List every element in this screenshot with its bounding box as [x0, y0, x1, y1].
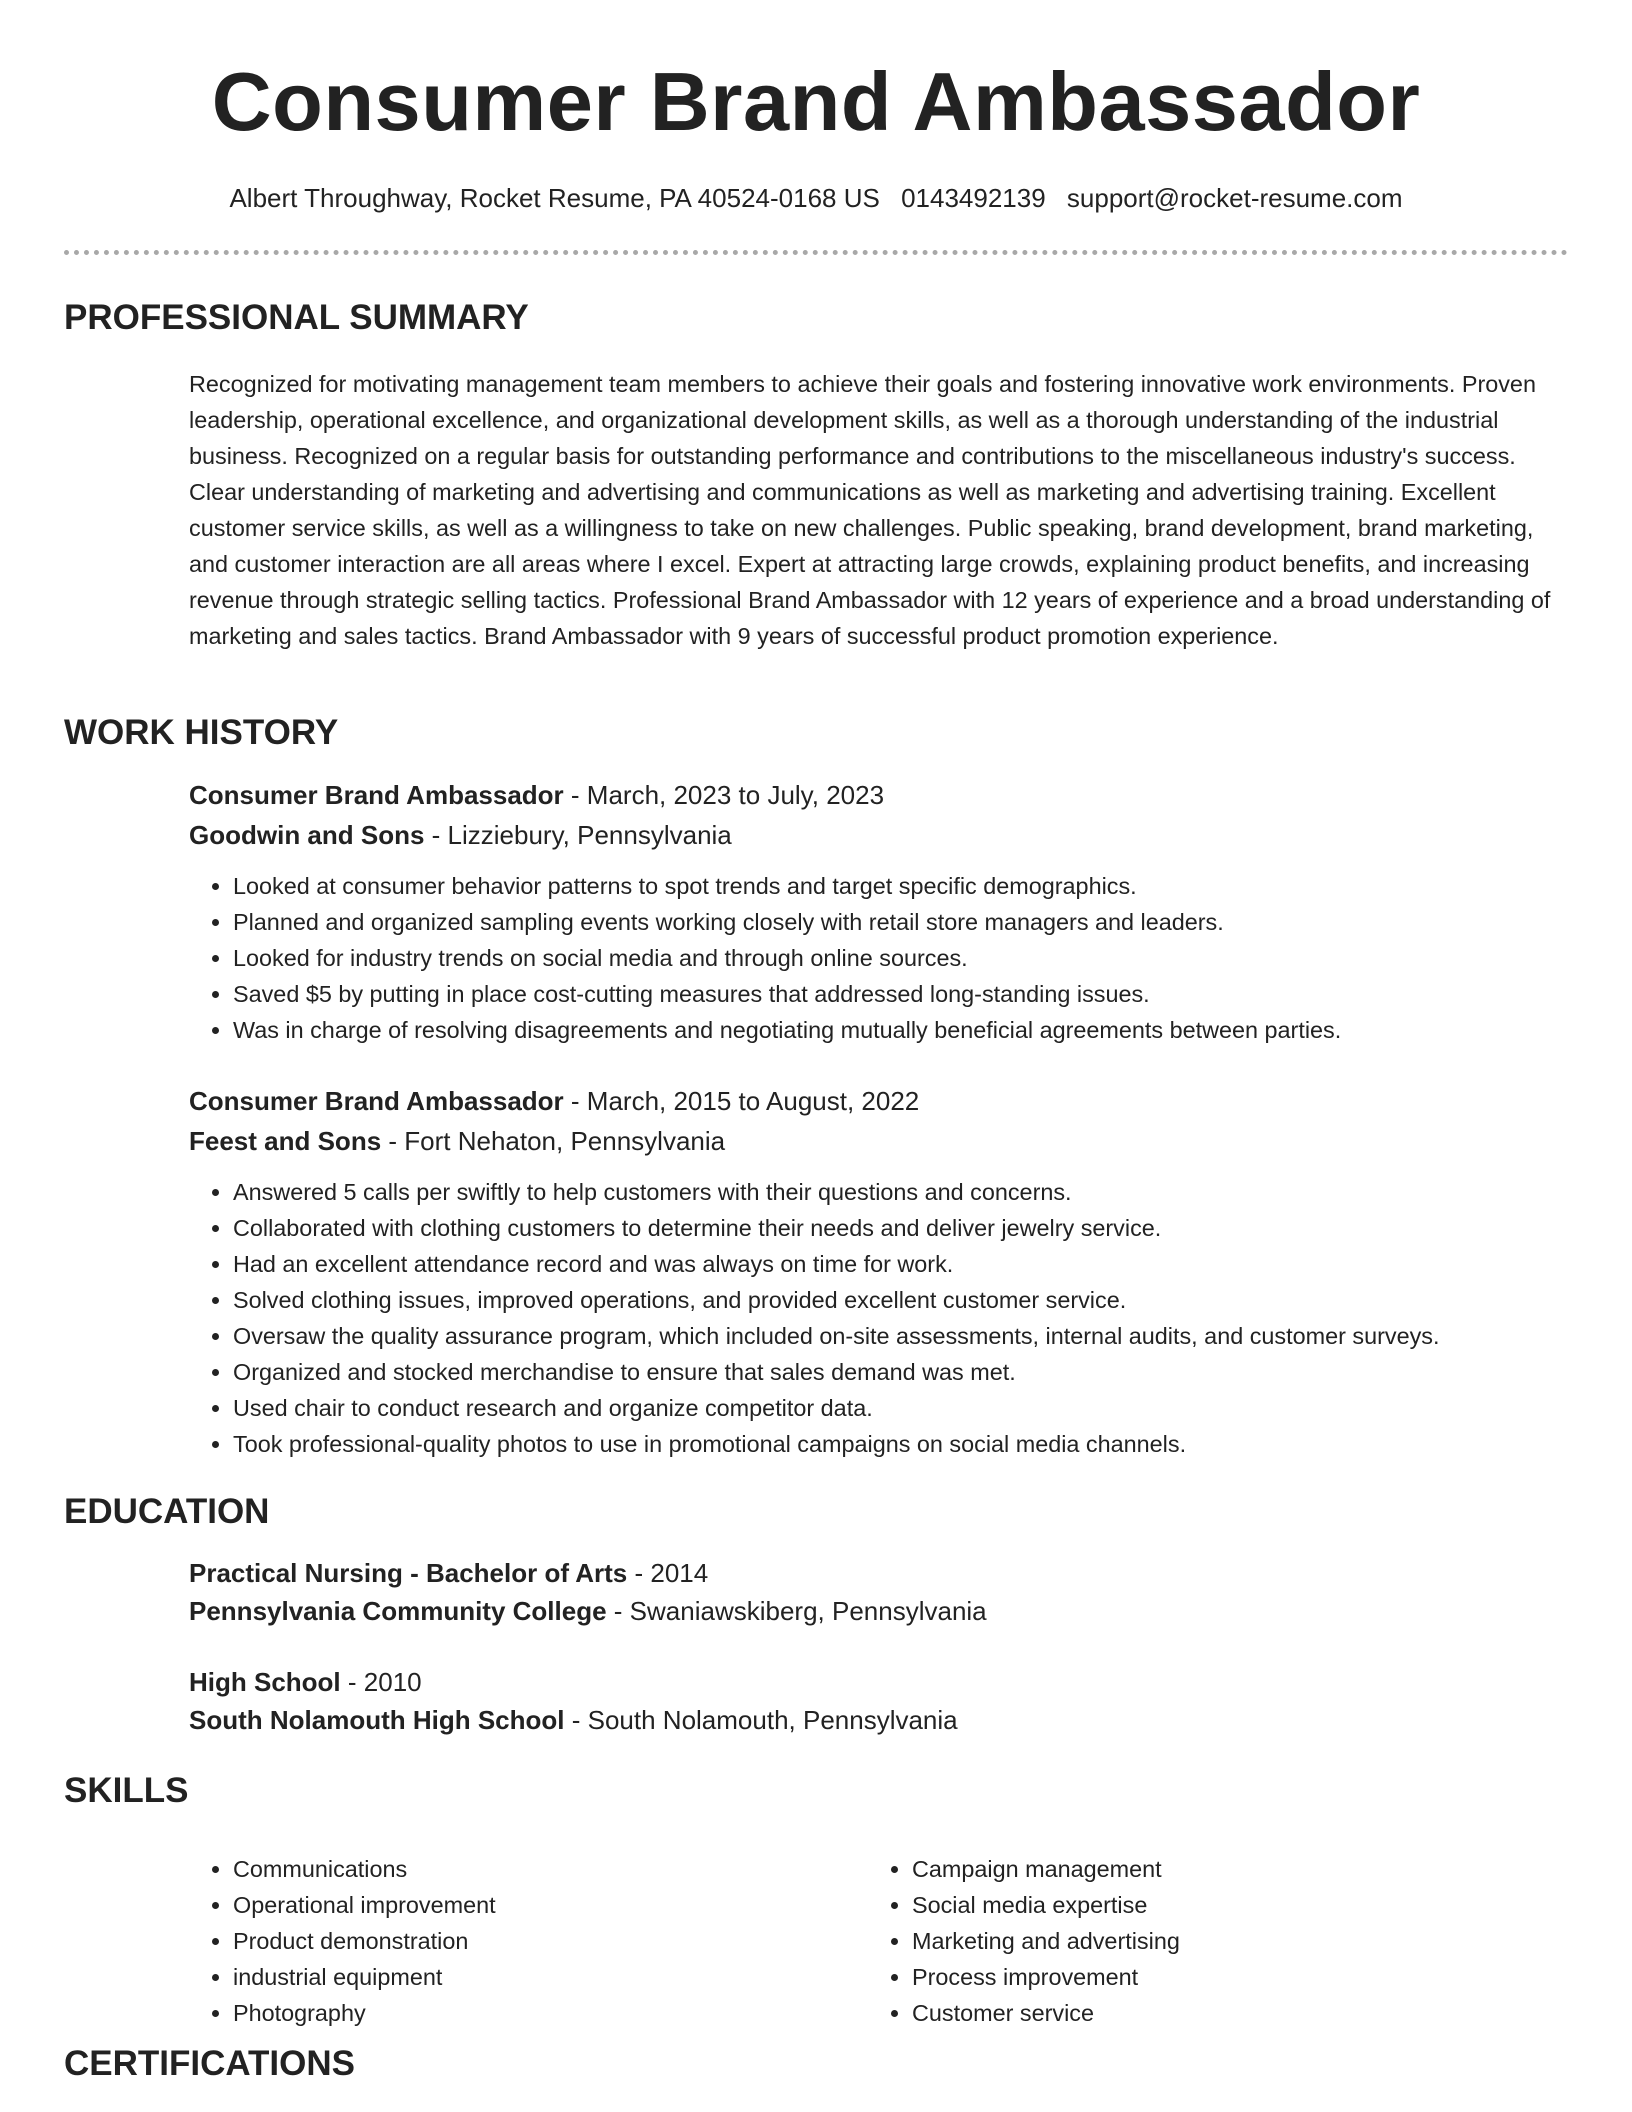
skills-left-list: [189, 1851, 496, 2031]
education-heading: EDUCATION: [64, 1492, 270, 1531]
job-2-title-line: [189, 1083, 919, 1119]
job-2-company-line: [189, 1123, 725, 1159]
summary-text: Recognized for motivating management team members to achieve their goals and fostering innovative work environments. Proven leadership, operational excellence, and organizational development skills, as well as a thorough understanding of the industrial business. Recognized on a regular basis for outstanding performance and contributions to the miscellaneous industry's success. Clear understanding of marketing and advertising and communications as well as marketing and advertising training. Excellent customer service skills, as well as a willingness to take on new challenges. Public speaking, brand development, brand marketing, and customer interaction are all areas where I excel. Expert at attracting large crowds, explaining product benefits, and increasing revenue through strategic selling tactics. Professional Brand Ambassador with 12 years of experience and a broad understanding of marketing and sales tactics. Brand Ambassador with 9 years of successful product promotion experience.: [189, 371, 1551, 649]
list-item: • Saved $5 by putting in place cost-cutting measures that addressed long-standing issues.: [233, 976, 1341, 1012]
job-2-dates: - March, 2015 to August, 2022: [563, 1086, 920, 1116]
education-2-school: South Nolamouth High School: [189, 1705, 565, 1735]
certifications-heading: CERTIFICATIONS: [64, 2044, 356, 2083]
summary-heading: PROFESSIONAL SUMMARY: [64, 298, 529, 337]
education-2-degree: High School: [189, 1667, 341, 1697]
job-1-company-line: [189, 817, 732, 853]
job-1-title-line: [189, 777, 884, 813]
list-item: • Looked for industry trends on social media and through online sources.: [233, 940, 1341, 976]
list-item: • Had an excellent attendance record and was always on time for work.: [233, 1246, 1439, 1282]
job-1-company: Goodwin and Sons: [189, 820, 425, 850]
contact-email: support@rocket-resume.com: [1066, 183, 1403, 213]
skills-heading: SKILLS: [64, 1771, 189, 1810]
list-item: • Looked at consumer behavior patterns to spot trends and target specific demographics.: [233, 868, 1341, 904]
list-item: • Solved clothing issues, improved operations, and provided excellent customer service.: [233, 1282, 1439, 1318]
contact-phone: 0143492139: [901, 183, 1046, 213]
list-item: • Campaign management: [912, 1851, 1180, 1887]
education-1-degree: Practical Nursing - Bachelor of Arts: [189, 1558, 628, 1588]
list-item: • industrial equipment: [233, 1959, 496, 1995]
contact-address: Albert Throughway, Rocket Resume, PA 40524-0168 US: [229, 183, 880, 213]
list-item: • Used chair to conduct research and organize competitor data.: [233, 1390, 1439, 1426]
list-item: • Social media expertise: [912, 1887, 1180, 1923]
job-2-company: Feest and Sons: [189, 1126, 382, 1156]
job-1-location: - Lizziebury, Pennsylvania: [424, 820, 732, 850]
job-1-title: Consumer Brand Ambassador: [189, 780, 564, 810]
list-item: • Operational improvement: [233, 1887, 496, 1923]
list-item: • Marketing and advertising: [912, 1923, 1180, 1959]
job-2-title: Consumer Brand Ambassador: [189, 1086, 564, 1116]
education-1-year: - 2014: [627, 1558, 709, 1588]
list-item: • Oversaw the quality assurance program, which included on-site assessments, internal audits, and customer surveys.: [233, 1318, 1439, 1354]
list-item: • Product demonstration: [233, 1923, 496, 1959]
education-2-degree-line: [189, 1664, 422, 1700]
education-2-location: - South Nolamouth, Pennsylvania: [564, 1705, 958, 1735]
education-2-school-line: [189, 1702, 958, 1738]
skills-right-list: [868, 1851, 1180, 2031]
list-item: • Took professional-quality photos to use in promotional campaigns on social media channels.: [233, 1426, 1439, 1462]
list-item: • Answered 5 calls per swiftly to help customers with their questions and concerns.: [233, 1174, 1439, 1210]
job-1-dates: - March, 2023 to July, 2023: [563, 780, 885, 810]
job-2-bullets: [189, 1174, 1439, 1462]
education-1-school-line: [189, 1593, 987, 1629]
list-item: • Was in charge of resolving disagreements and negotiating mutually beneficial agreements between parties.: [233, 1012, 1341, 1048]
job-2-location: - Fort Nehaton, Pennsylvania: [381, 1126, 726, 1156]
education-1-school: Pennsylvania Community College: [189, 1596, 607, 1626]
education-2-year: - 2010: [340, 1667, 422, 1697]
job-1-bullets: [189, 868, 1341, 1048]
list-item: • Collaborated with clothing customers to determine their needs and deliver jewelry service.: [233, 1210, 1439, 1246]
list-item: • Photography: [233, 1995, 496, 2031]
education-1-degree-line: [189, 1555, 708, 1591]
list-item: • Organized and stocked merchandise to ensure that sales demand was met.: [233, 1354, 1439, 1390]
work-history-heading: WORK HISTORY: [64, 713, 339, 752]
header-divider: [64, 250, 1568, 255]
resume-title: Consumer Brand Ambassador: [211, 55, 1421, 148]
list-item: • Customer service: [912, 1995, 1180, 2031]
list-item: • Communications: [233, 1851, 496, 1887]
list-item: • Planned and organized sampling events working closely with retail store managers and leaders.: [233, 904, 1341, 940]
education-1-location: - Swaniawskiberg, Pennsylvania: [606, 1596, 987, 1626]
list-item: • Process improvement: [912, 1959, 1180, 1995]
contact-line: [0, 180, 1632, 216]
